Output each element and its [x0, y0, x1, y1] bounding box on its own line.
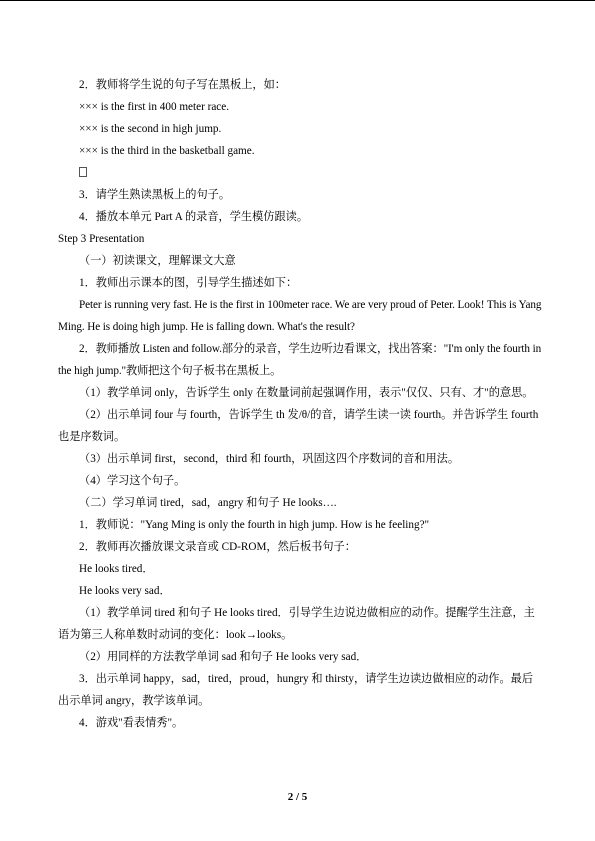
text-line: 4．游戏"看表情秀"。	[79, 717, 184, 729]
text-line: 3．请学生熟读黑板上的句子。	[79, 189, 231, 201]
text-line: 2．教师再次播放课文录音或 CD-ROM，然后板书句子：	[79, 541, 356, 553]
text-line: 4．播放本单元 Part A 的录音，学生模仿跟读。	[79, 211, 309, 223]
section-heading: （二）学习单词 tired，sad，angry 和句子 He looks….	[79, 497, 337, 509]
paragraph: （1）教学单词 only，告诉学生 only 在数量词前起强调作用，表示"仅仅、只有、才"的意思。	[79, 387, 534, 399]
text-line: ××× is the second in high jump.	[79, 123, 222, 135]
example-sentence: He looks very sad．	[79, 585, 171, 597]
text-line: ××× is the first in 400 meter race.	[79, 101, 230, 113]
section-heading: （一）初读课文，理解课文大意	[79, 255, 236, 267]
paragraph: 3．出示单词 happy，sad，tired，proud，hungry 和 thirsty，请学生边读边做相应的动作。最后出示单词 angry，教学该单词。	[58, 673, 534, 707]
missing-glyph-line	[58, 162, 542, 184]
paragraph: 2．教师播放 Listen and follow.部分的录音，学生边听边看课文，找出答案："I'm only the fourth in the high jump."教师把这个句子板书在黑板上。	[58, 343, 542, 377]
text-line: 1．教师说："Yang Ming is only the fourth in high jump. How is he feeling?"	[79, 519, 430, 531]
text-line: ××× is the third in the basketball game.	[79, 145, 255, 157]
text-line: 1．教师出示课本的图，引导学生描述如下：	[79, 277, 298, 289]
paragraph: Peter is running very fast. He is the first in 100meter race. We are very proud of Peter. Look! This is Yang Ming. He is doing high jump. He is falling down. What's the result?	[58, 299, 542, 333]
page-number: 2 / 5	[287, 791, 308, 803]
example-sentence: He looks tired．	[79, 563, 154, 575]
top-rule	[0, 0, 595, 1]
text-line: 2．教师将学生说的句子写在黑板上，如：	[79, 79, 286, 91]
missing-glyph-box	[79, 167, 87, 177]
paragraph: （1）教学单词 tired 和句子 He looks tired．引导学生边说边做相应的动作。提醒学生注意，主语为第三人称单数时动词的变化：look→looks。	[58, 607, 535, 641]
step-heading: Step 3 Presentation	[58, 233, 145, 245]
paragraph: （2）出示单词 four 与 fourth，告诉学生 th 发/θ/的音，请学生读一读 fourth。并告诉学生 fourth 也是序数词。	[58, 409, 539, 443]
text-line: （3）出示单词 first，second，third 和 fourth，巩固这四个序数词的音和用法。	[79, 453, 460, 465]
text-line: （2）用同样的方法教学单词 sad 和句子 He looks very sad．	[79, 651, 368, 663]
page-content	[58, 74, 542, 734]
text-line: （4）学习这个句子。	[79, 475, 186, 487]
